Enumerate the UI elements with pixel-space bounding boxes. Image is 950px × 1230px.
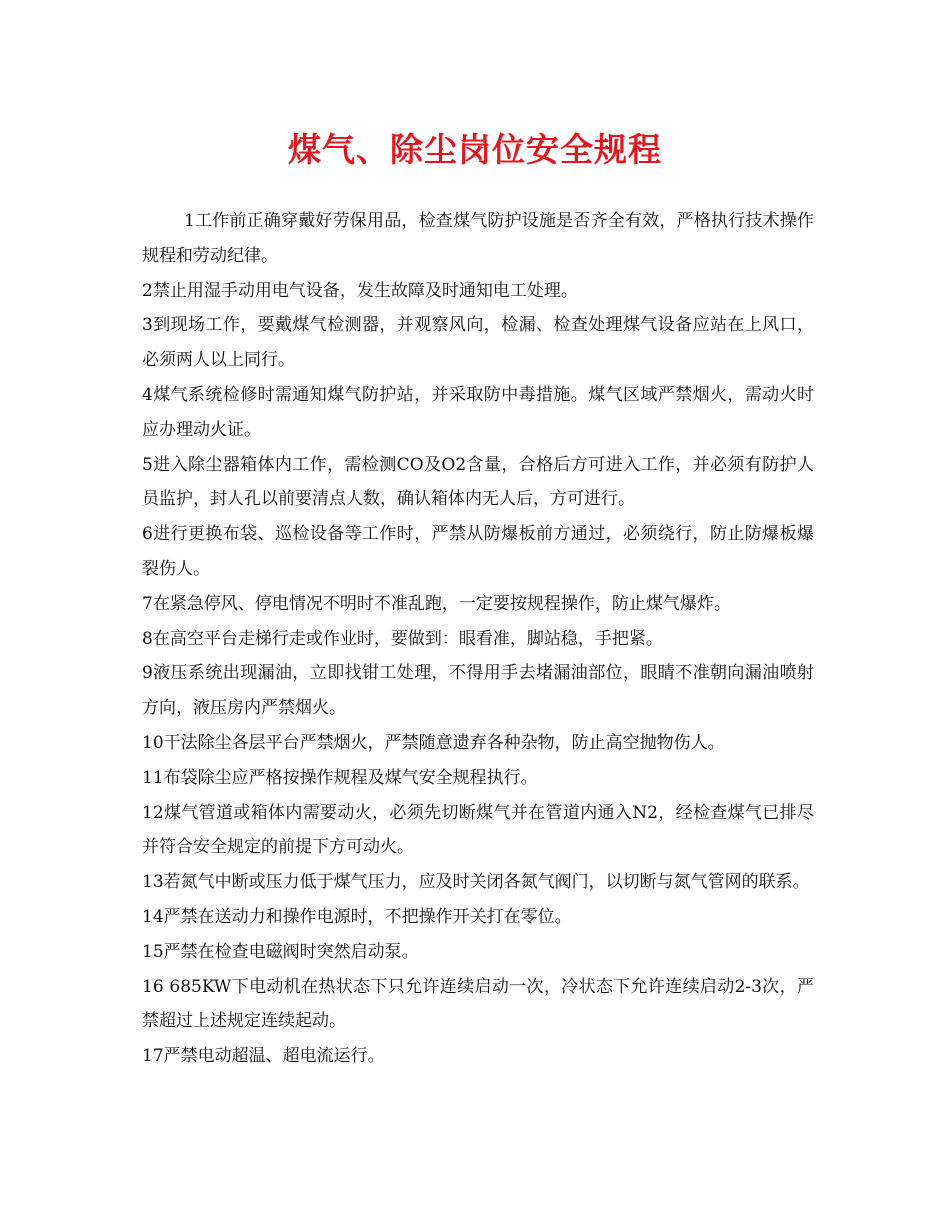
rule-paragraph: 8在高空平台走梯行走或作业时，要做到：眼看准，脚站稳，手把紧。 bbox=[142, 628, 663, 649]
rule-paragraph: 16 685KW下电动机在热状态下只允许连续启动一次，冷状态下允许连续启动2-3次，严禁超过上述规定连续起动。 bbox=[142, 976, 814, 1032]
rule-paragraph: 7在紧急停风、停电情况不明时不准乱跑，一定要按规程操作，防止煤气爆炸。 bbox=[142, 593, 731, 614]
rule-paragraph: 1工作前正确穿戴好劳保用品，检查煤气防护设施是否齐全有效，严格执行技术操作规程和劳动纪律。 bbox=[142, 211, 814, 266]
rule-paragraph: 10干法除尘各层平台严禁烟火，严禁随意遗弃各种杂物，防止高空抛物伤人。 bbox=[142, 732, 725, 753]
rule-paragraph: 12煤气管道或箱体内需要动火，必须先切断煤气并在管道内通入N2，经检查煤气已排尽并符合安全规定的前提下方可动火。 bbox=[142, 802, 814, 858]
rule-paragraph: 9液压系统出现漏油，立即找钳工处理，不得用手去堵漏油部位，眼睛不准朝向漏油喷射方向，液压房内严禁烟火。 bbox=[142, 663, 814, 719]
rule-paragraph: 3到现场工作，要戴煤气检测器，并观察风向，检漏、检查处理煤气设备应站在上风口，必须两人以上同行。 bbox=[142, 315, 814, 371]
rule-paragraph: 17严禁电动超温、超电流运行。 bbox=[142, 1046, 385, 1067]
rule-paragraph: 14严禁在送动力和操作电源时，不把操作开关打在零位。 bbox=[142, 906, 572, 927]
rule-paragraph: 4煤气系统检修时需通知煤气防护站，并采取防中毒措施。煤气区域严禁烟火，需动火时应办理动火证。 bbox=[142, 384, 814, 440]
document-body bbox=[142, 204, 814, 1074]
document-title: 煤气、除尘岗位安全规程 bbox=[288, 130, 662, 169]
rule-paragraph: 11布袋除尘应严格按操作规程及煤气安全规程执行。 bbox=[142, 767, 538, 788]
rule-paragraph: 6进行更换布袋、巡检设备等工作时，严禁从防爆板前方通过，必须绕行，防止防爆板爆裂伤人。 bbox=[142, 524, 814, 579]
rule-paragraph: 13若氮气中断或压力低于煤气压力，应及时关闭各氮气阀门，以切断与氮气管网的联系。 bbox=[142, 872, 810, 893]
rule-paragraph: 2禁止用湿手动用电气设备，发生故障及时通知电工处理。 bbox=[142, 280, 578, 301]
rule-paragraph: 5进入除尘器箱体内工作，需检测CO及O2含量，合格后方可进入工作，并必须有防护人员监护，封人孔以前要清点人数，确认箱体内无人后，方可进行。 bbox=[142, 454, 814, 510]
rule-paragraph: 15严禁在检查电磁阀时突然启动泵。 bbox=[142, 941, 419, 962]
